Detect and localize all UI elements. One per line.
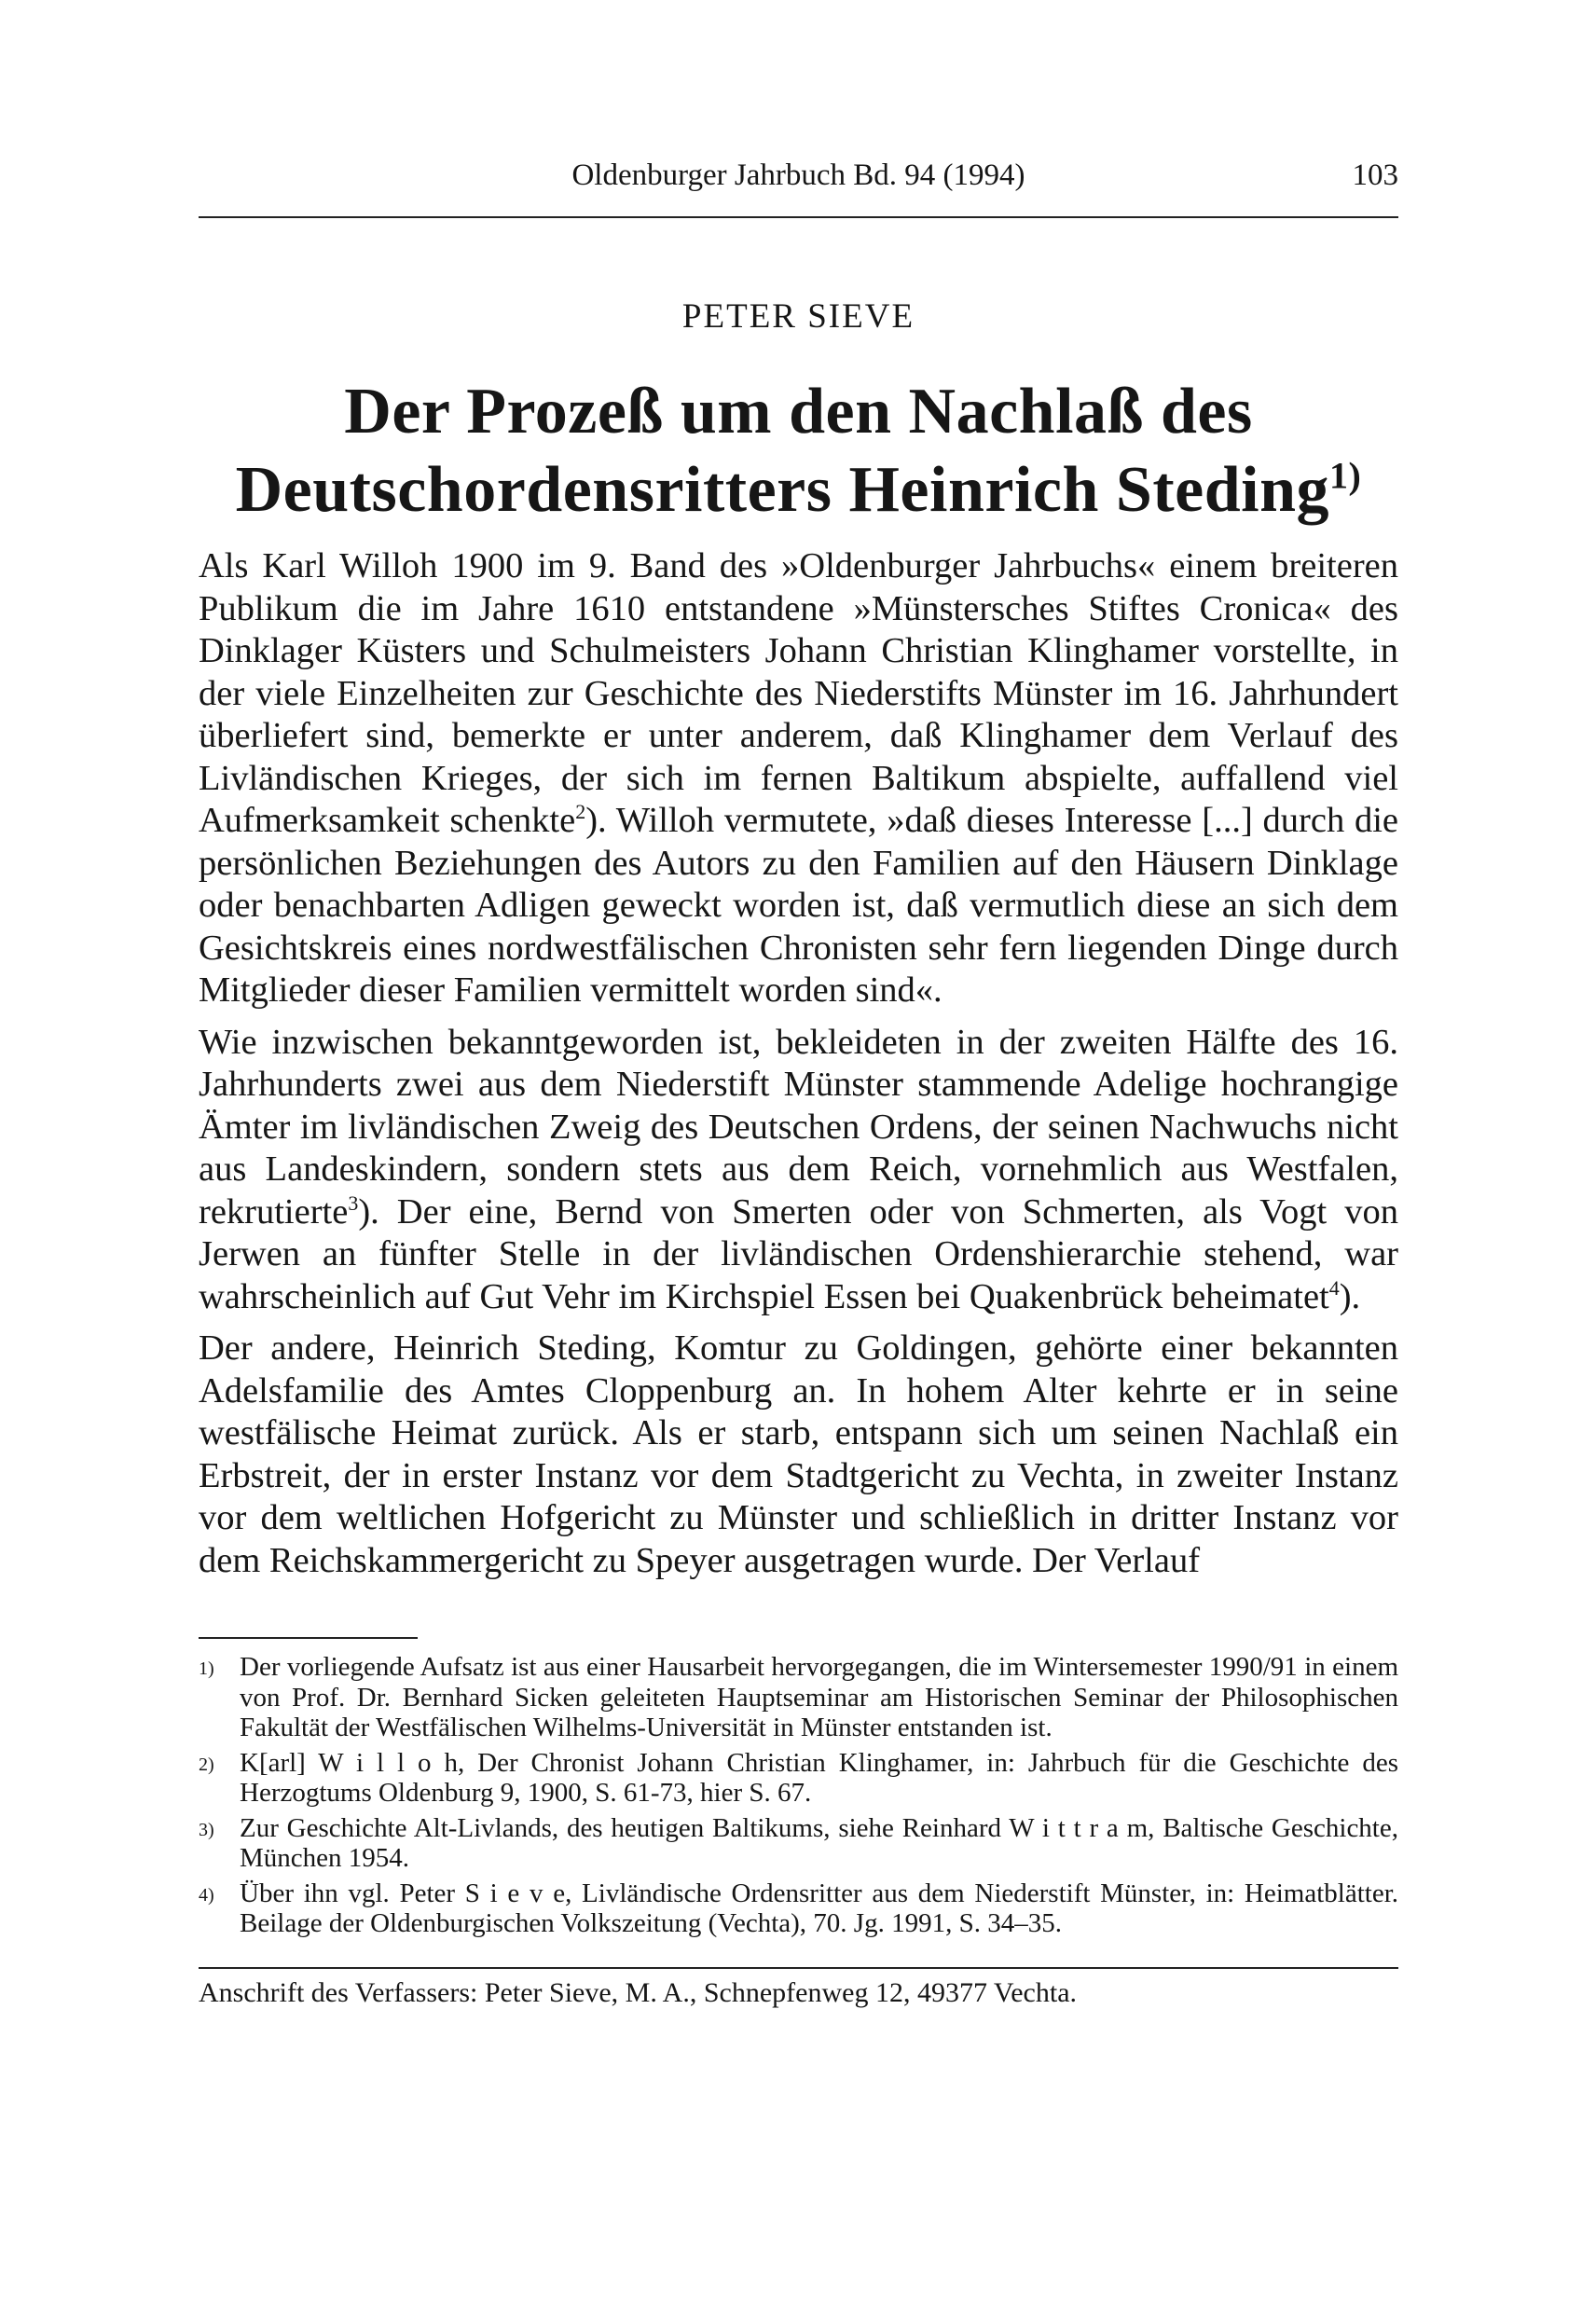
paragraph-text: ). Willoh vermutete, »daß dieses Interesse [...] durch die persönlichen Beziehungen des Autors zu den Familien auf den Häusern Dinklage oder benachbarten Adligen geweckt worden ist, daß vermutlich diese an sich dem Gesichtskreis eines nordwestfälischen Chronisten sehr fern liegenden Dinge durch Mitglieder dieser Familien vermittelt worden sind«. [199, 801, 1399, 1010]
title-line-1: Der Prozeß um den Nachlaß des [344, 376, 1253, 447]
footnote-marker: 2 [575, 800, 586, 824]
header-rule [199, 216, 1398, 218]
footnote [199, 1748, 1398, 1809]
footnote-text: Über ihn vgl. Peter S i e v e, Livländische Ordensritter aus dem Niederstift Münster, in: Heimatblätter. Beilage der Oldenburgischen Volkszeitung (Vechta), 70. Jg. 1991, S. 34–35. [240, 1878, 1398, 1938]
running-head [199, 157, 1398, 194]
footnote-text: Der vorliegende Aufsatz ist aus einer Hausarbeit hervorgegangen, die im Wintersemester 1990/91 in einem von Prof. Dr. Bernhard Sicken geleiteten Hauptseminar am Historischen Seminar der Philosophischen Fakultät der Westfälischen Wilhelms-Universität in Münster entstanden ist. [240, 1652, 1398, 1742]
footnote-number: 3) [199, 1819, 214, 1840]
paragraph [199, 545, 1398, 1012]
footnote-text: Zur Geschichte Alt-Livlands, des heutigen Baltikums, siehe Reinhard W i t t r a m, Baltische Geschichte, München 1954. [240, 1812, 1398, 1873]
paragraph-text: ). [1339, 1276, 1361, 1316]
footnote-number: 2) [199, 1754, 214, 1775]
article-author: PETER SIEVE [681, 297, 915, 336]
footnote [199, 1878, 1398, 1939]
title-line-2 [199, 451, 1398, 530]
footnote-text: K[arl] W i l l o h, Der Chronist Johann Christian Klinghamer, in: Jahrbuch für die Geschichte des Herzogtums Oldenburg 9, 1900, S. 61-73, hier S. 67. [240, 1747, 1398, 1808]
paragraph-text: ). Der eine, Bernd von Smerten oder von Schmerten, als Vogt von Jerwen an fünfter Stelle in der livländischen Ordenshierarchie stehend, war wahrscheinlich auf Gut Vehr im Kirchspiel Essen bei Quakenbrück beheimatet [199, 1191, 1398, 1316]
footnote-marker: 4 [1328, 1275, 1340, 1300]
footnote-number: 1) [199, 1658, 214, 1679]
journal-title: Oldenburger Jahrbuch Bd. 94 (1994) [571, 158, 1025, 192]
paragraph [199, 1022, 1398, 1319]
address-rule [199, 1967, 1398, 1969]
paragraph-text: Wie inzwischen bekanntgeworden ist, bekleideten in der zweiten Hälfte des 16. Jahrhunderts zwei aus dem Niederstift Münster stammende Adelige hochrangige Ämter im livländischen Zweig des Deutschen Ordens, der seinen Nachwuchs nicht aus Landeskindern, sondern stets aus dem Reich, vornehmlich aus Westfalen, rekrutierte [199, 1022, 1398, 1232]
page-number: 103 [1352, 158, 1398, 192]
footnote-number: 4) [199, 1884, 214, 1906]
paragraph-text: Als Karl Willoh 1900 im 9. Band des »Oldenburger Jahrbuchs« einem breiteren Publikum die im Jahre 1610 entstandene »Münstersches Stiftes Cronica« des Dinklager Küsters und Schulmeisters Johann Christian Klinghamer vorstellte, in der viele Einzelheiten zur Geschichte des Niederstifts Münster im 16. Jahrhundert überliefert sind, bemerkte er unter anderem, daß Klinghamer dem Verlauf des Livländischen Krieges, der sich im fernen Baltikum abspielte, auffallend viel Aufmerksamkeit schenkte [199, 546, 1398, 840]
footnote-marker: 3 [348, 1190, 359, 1215]
author-address: Anschrift des Verfassers: Peter Sieve, M. A., Schnepfenweg 12, 49377 Vechta. [199, 1977, 1078, 2008]
paragraph [199, 1328, 1398, 1582]
paragraph-text: Der andere, Heinrich Steding, Komtur zu Goldingen, gehörte einer bekannten Adelsfamilie des Amtes Cloppenburg an. In hohem Alter kehrte er in seine westfälische Heimat zurück. Als er starb, entspann sich um seinen Nachlaß ein Erbstreit, der in erster Instanz vor dem Stadtgericht zu Vechta, in zweiter Instanz vor dem weltlichen Hofgericht zu Münster und schließlich in dritter Instanz vor dem Reichskammergericht zu Speyer ausgetragen wurde. Der Verlauf [199, 1328, 1398, 1580]
article-title [199, 373, 1398, 530]
footnote [199, 1813, 1398, 1874]
footnote-rule [199, 1637, 418, 1639]
article-body [199, 545, 1398, 1591]
footnote [199, 1652, 1398, 1743]
title-line-2-text: Deutschordensritters Heinrich Steding [235, 454, 1330, 526]
title-footnote-marker: 1) [1329, 454, 1362, 497]
footnotes [199, 1652, 1398, 1944]
